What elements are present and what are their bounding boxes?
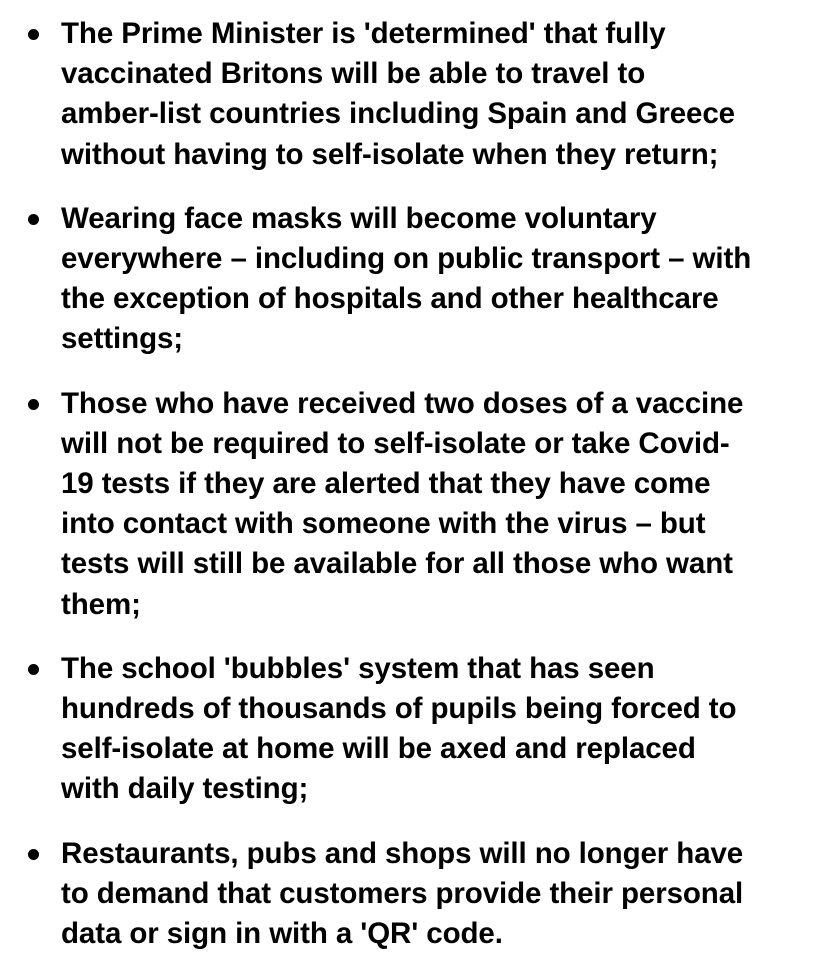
bullet-line: amber-list countries including Spain and Greece <box>61 97 735 131</box>
bullet-text <box>61 199 814 360</box>
bullet-line: settings; <box>61 322 184 356</box>
bullet-item-qr-code <box>0 834 828 955</box>
bullet-line: Wearing face masks will become voluntary <box>61 201 657 235</box>
bullet-line: everywhere – including on public transport – with <box>61 242 752 276</box>
bullet-line: vaccinated Britons will be able to travel to <box>61 57 646 91</box>
bullet-list <box>0 14 828 978</box>
bullet-line: without having to self-isolate when they return; <box>61 137 719 171</box>
bullet-line: 19 tests if they are alerted that they have come <box>61 467 711 501</box>
bullet-dot-icon <box>28 849 39 860</box>
bullet-line: with daily testing; <box>61 772 309 806</box>
bullet-line: into contact with someone with the virus – but <box>61 507 706 541</box>
bullet-line: to demand that customers provide their personal <box>61 876 744 910</box>
bullet-line: hundreds of thousands of pupils being forced to <box>61 692 737 726</box>
bullet-line: The school 'bubbles' system that has seen <box>61 651 655 685</box>
bullet-line: them; <box>61 587 141 621</box>
bullet-text <box>61 384 814 625</box>
bullet-line: self-isolate at home will be axed and replaced <box>61 732 696 766</box>
bullet-line: tests will still be available for all those who want <box>61 547 733 581</box>
bullet-text <box>61 834 814 955</box>
bullet-line: data or sign in with a 'QR' code. <box>61 917 503 951</box>
bullet-line: Restaurants, pubs and shops will no longer have <box>61 836 744 870</box>
bullet-line: the exception of hospitals and other healthcare <box>61 282 719 316</box>
bullet-line: will not be required to self-isolate or take Covid- <box>61 426 730 460</box>
bullet-line: The Prime Minister is 'determined' that fully <box>61 17 666 50</box>
bullet-dot-icon <box>28 399 39 410</box>
bullet-item-travel <box>0 14 828 175</box>
bullet-text <box>61 14 814 175</box>
bullet-item-face-masks <box>0 199 828 360</box>
bullet-dot-icon <box>28 29 39 40</box>
bullet-dot-icon <box>28 214 39 225</box>
bullet-line: Those who have received two doses of a vaccine <box>61 386 744 420</box>
bullet-item-vaccinated-contacts <box>0 384 828 625</box>
bullet-dot-icon <box>28 664 39 675</box>
bullet-item-school-bubbles <box>0 649 828 810</box>
bullet-text <box>61 649 814 810</box>
